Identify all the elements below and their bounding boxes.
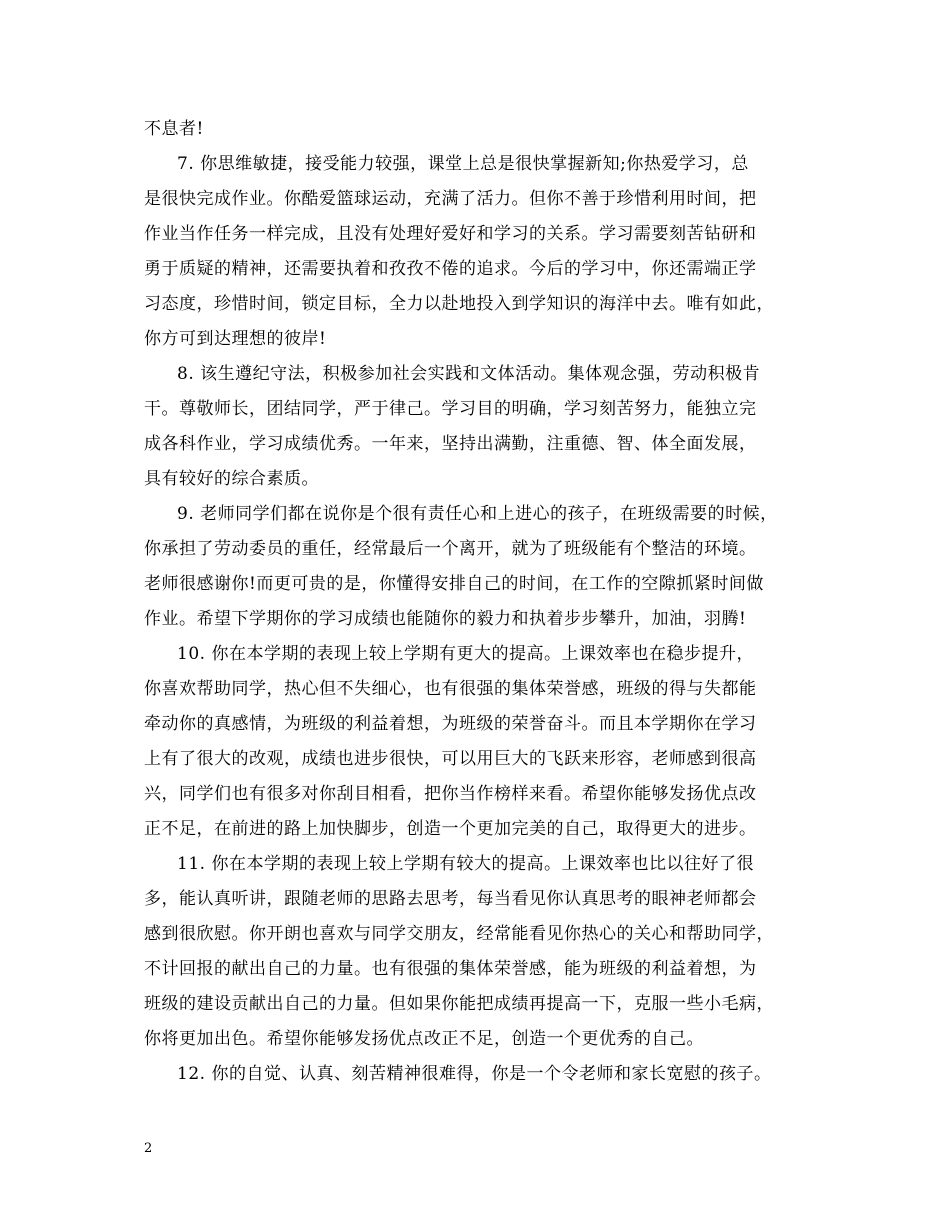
text-line: 7. 你思维敏捷，接受能力较强，课堂上总是很快掌握新知;你热爱学习，总: [177, 154, 749, 174]
text-line: 勇于质疑的精神，还需要执着和孜孜不倦的追求。今后的学习中，你还需端正学: [144, 259, 757, 279]
text-line: 不计回报的献出自己的力量。也有很强的集体荣誉感，能为班级的利益着想，为: [144, 959, 757, 979]
text-line: 牵动你的真感情，为班级的利益着想，为班级的荣誉奋斗。而且本学期你在学习: [144, 714, 757, 734]
text-line: 作业当作任务一样完成，且没有处理好爱好和学习的关系。学习需要刻苦钻研和: [144, 224, 757, 244]
text-line: 你将更加出色。希望你能够发扬优点改正不足，创造一个更优秀的自己。: [144, 1029, 704, 1049]
text-line: 老师很感谢你!而更可贵的是，你懂得安排自己的时间，在工作的空隙抓紧时间做: [144, 574, 764, 594]
text-line: 不息者!: [144, 119, 204, 139]
text-line: 正不足，在前进的路上加快脚步，创造一个更加完美的自己，取得更大的进步。: [144, 819, 757, 839]
text-line: 12. 你的自觉、认真、刻苦精神很难得，你是一个令老师和家长宽慰的孩子。: [177, 1064, 772, 1084]
text-line: 8. 该生遵纪守法，积极参加社会实践和文体活动。集体观念强，劳动积极肯: [177, 364, 761, 384]
text-line: 你方可到达理想的彼岸!: [144, 329, 327, 349]
text-line: 干。尊敬师长，团结同学，严于律己。学习目的明确，学习刻苦努力，能独立完: [144, 399, 757, 419]
text-line: 具有较好的综合素质。: [144, 469, 319, 489]
text-line: 感到很欣慰。你开朗也喜欢与同学交朋友，经常能看见你热心的关心和帮助同学，: [144, 924, 774, 944]
text-line: 多，能认真听讲，跟随老师的思路去思考，每当看见你认真思考的眼神老师都会: [144, 889, 757, 909]
text-line: 上有了很大的改观，成绩也进步很快，可以用巨大的飞跃来形容，老师感到很高: [144, 749, 757, 769]
text-line: 是很快完成作业。你酷爱篮球运动，充满了活力。但你不善于珍惜利用时间，把: [144, 189, 757, 209]
text-line: 你承担了劳动委员的重任，经常最后一个离开，就为了班级能有个整洁的环境。: [144, 539, 757, 559]
text-line: 11. 你在本学期的表现上较上学期有较大的提高。上课效率也比以往好了很: [177, 854, 754, 874]
text-line: 9. 老师同学们都在说你是个很有责任心和上进心的孩子，在班级需要的时候，: [177, 504, 778, 524]
text-line: 你喜欢帮助同学，热心但不失细心，也有很强的集体荣誉感，班级的得与失都能: [144, 679, 757, 699]
text-line: 班级的建设贡献出自己的力量。但如果你能把成绩再提高一下，克服一些小毛病，: [144, 994, 774, 1014]
page-number: 2: [144, 1141, 153, 1156]
text-line: 成各科作业，学习成绩优秀。一年来，坚持出满勤，注重德、智、体全面发展，: [144, 434, 757, 454]
text-line: 习态度，珍惜时间，锁定目标，全力以赴地投入到学知识的海洋中去。唯有如此，: [144, 294, 774, 314]
text-line: 10. 你在本学期的表现上较上学期有更大的提高。上课效率也在稳步提升，: [177, 644, 754, 664]
text-line: 作业。希望下学期你的学习成绩也能随你的毅力和执着步步攀升，加油，羽腾!: [144, 609, 747, 629]
text-line: 兴，同学们也有很多对你刮目相看，把你当作榜样来看。希望你能够发扬优点改: [144, 784, 757, 804]
